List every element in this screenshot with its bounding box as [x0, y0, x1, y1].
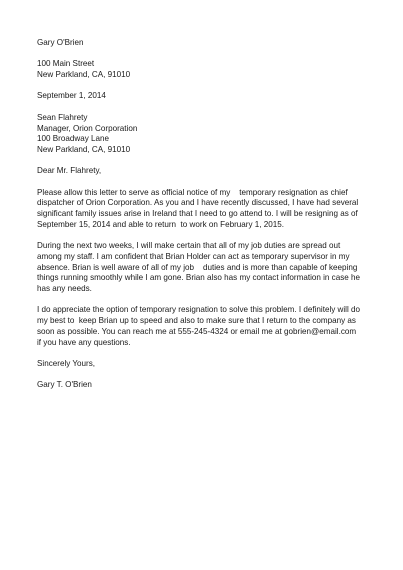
recipient-line: Manager, Orion Corporation [37, 123, 138, 133]
sender-address-line: 100 Main Street [37, 59, 95, 69]
body-paragraph: Please allow this letter to serve as official notice of my temporary resignation as chief dispatcher of Orion Corporation. As you and I have recently discussed, I have had several significant family issues arise in Ireland that I need to go attend to. I will be resigning as of September 15, 2014 and able to return to work on February 1, 2015. [37, 187, 359, 229]
body-paragraph: During the next two weeks, I will make certain that all of my job duties are spread out among my staff. I am confident that Brian Holder can act as temporary supervisor in my absence. Brian is well aware of all of my job duties and is more than capable of keeping things running smoothly while I am gone. Brian also has my contact information in case he has any needs. [37, 241, 361, 294]
sender-address-line: New Parkland, CA, 91010 [37, 70, 131, 80]
recipient-line: 100 Broadway Lane [37, 134, 109, 144]
body-paragraph: I do appreciate the option of temporary resignation to solve this problem. I definitely will do my best to keep Brian up to speed and also to make sure that I return to the company as soon as possible. You can reach me at 555-245-4324 or email me at gobrien@email.com if you have any questions. [37, 305, 361, 347]
sender-address [37, 59, 373, 80]
sender-name: Gary O'Brien [37, 38, 84, 47]
recipient-address [37, 113, 373, 156]
letter-date: September 1, 2014 [37, 91, 106, 101]
closing: Sincerely Yours, [37, 358, 96, 368]
recipient-line: Sean Flahrety [37, 112, 88, 122]
salutation: Dear Mr. Flahrety, [37, 166, 102, 176]
recipient-line: New Parkland, CA, 91010 [37, 144, 131, 154]
signature-name: Gary T. O'Brien [37, 380, 92, 390]
